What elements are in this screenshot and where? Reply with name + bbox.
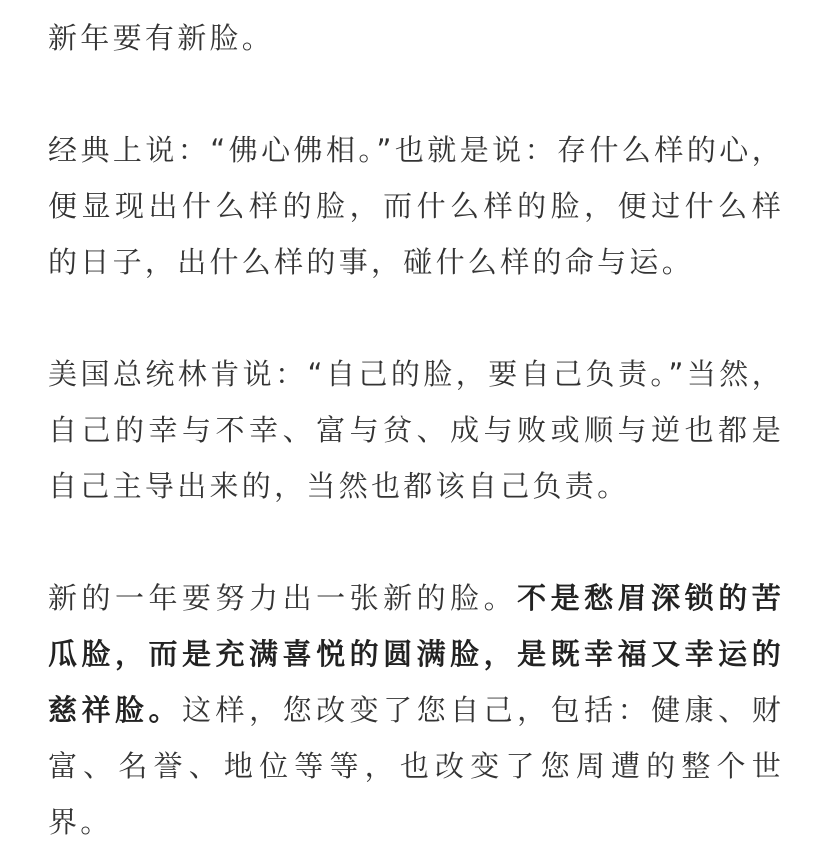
paragraph-new-year-new-face: 新年要有新脸。 (48, 21, 275, 55)
paragraph-tail-text: 这样，您改变了您自己，包括：健康、财富、名誉、地位等等，也改变了您周遭的整个世界。 (48, 693, 785, 839)
paragraph-lead-text: 新的一年要努力出一张新的脸。 (48, 581, 518, 615)
bold-highlight-text: 不是愁眉深锁的苦瓜脸，而是充满喜悦的圆满脸，是既幸福又幸运的慈祥脸。 (48, 581, 785, 727)
paragraph-new-face-resolution (48, 570, 784, 850)
paragraph-lincoln-quote: 美国总统林肯说：“自己的脸，要自己负责。”当然，自己的幸与不幸、富与贫、成与败或顺与逆也都是自己主导出来的，当然也都该自己负责。 (48, 357, 784, 503)
paragraph-buddha-quote: 经典上说：“佛心佛相。”也就是说：存什么样的心，便显现出什么样的脸，而什么样的脸，便过什么样的日子，出什么样的事，碰什么样的命与运。 (48, 133, 784, 279)
article-body (48, 10, 784, 850)
